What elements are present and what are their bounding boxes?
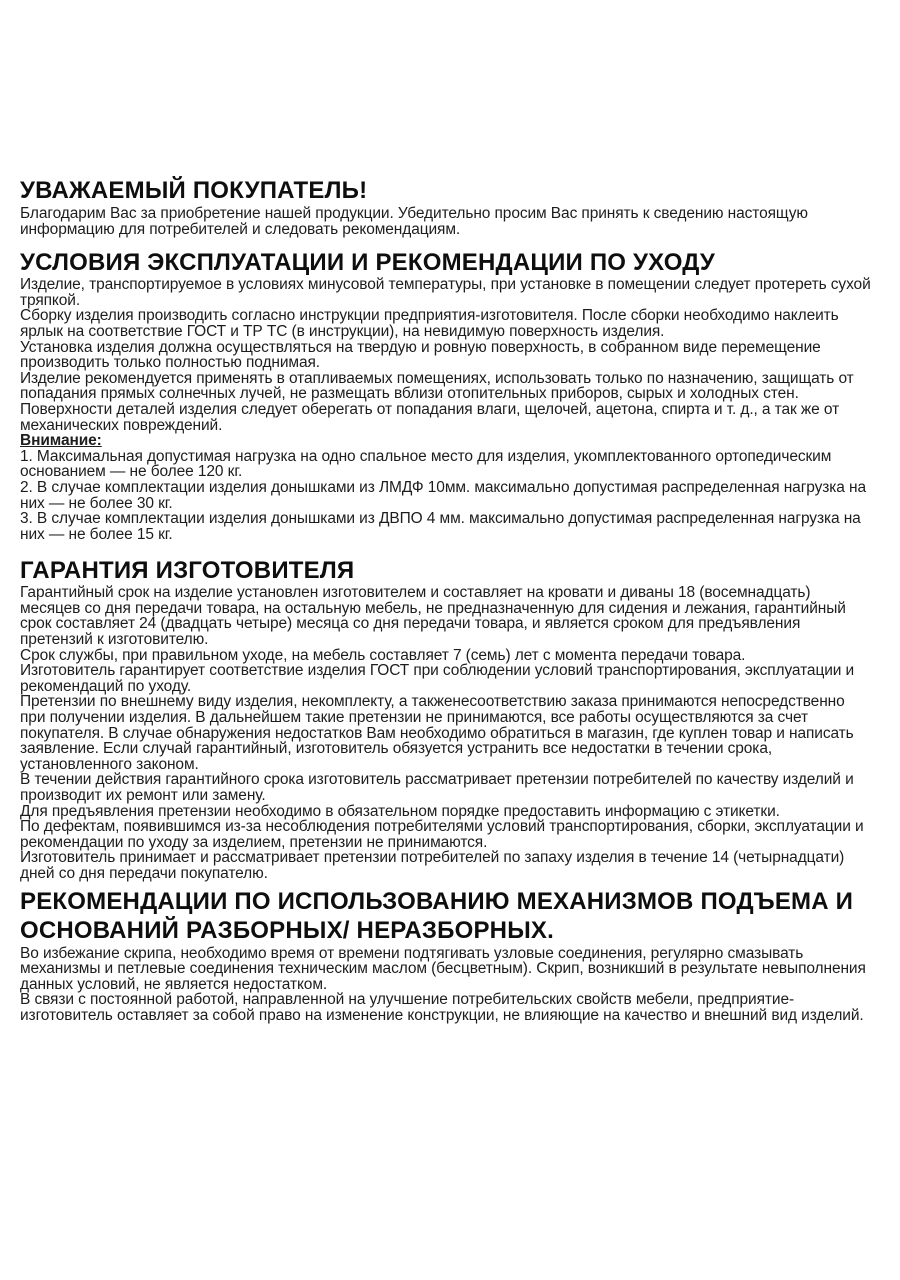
paragraph-greeting-intro: Благодарим Вас за приобретение нашей продукции. Убедительно просим Вас принять к сведению настоящую информацию для потребителей и следовать рекомендациям. (20, 205, 808, 238)
paragraph-usage-1: Изделие, транспортируемое в условиях минусовой температуры, при установке в помещении следует протереть сухой тряпкой. (20, 276, 871, 309)
paragraph-mechanisms-1: Во избежание скрипа, необходимо время от времени подтягивать узловые соединения, регулярно смазывать механизмы и петлевые соединения техническим маслом (бесцветным). Скрип, возникший в результате невыполнения данных условий, не является недостатком. (20, 944, 866, 993)
paragraph-warranty-6: Для предъявления претензии необходимо в обязательном порядке предоставить информацию с этикетки. (20, 802, 780, 820)
section-mechanisms (20, 887, 872, 1024)
paragraph-mechanisms-2: В связи с постоянной работой, направленной на улучшение потребительских свойств мебели, предприятие-изготовитель оставляет за собой право на изменение конструкции, не влияющие на качество и внешний вид изделий. (20, 991, 864, 1024)
paragraph-usage-5: Поверхности деталей изделия следует оберегать от попадания влаги, щелочей, ацетона, спирта и т. д., а так же от механических повреждений. (20, 400, 840, 434)
attention-label-text: Внимание: (20, 432, 102, 450)
paragraph-usage-3: Установка изделия должна осуществляться на твердую и ровную поверхность, в собранном виде перемещение производить только полностью поднимая. (20, 338, 821, 372)
paragraph-warranty-7: По дефектам, появившимся из-за несоблюдения потребителями условий транспортирования, сборки, эксплуатации и рекомендации по уходу за изделием, претензии не принимаются. (20, 818, 864, 851)
paragraph-warranty-2: Срок службы, при правильном уходе, на мебель составляет 7 (семь) лет с момента передачи товара. (20, 646, 746, 664)
paragraph-warranty-4: Претензии по внешнему виду изделия, некомплекту, а такженесоответствию заказа принимаются непосредственно при получении изделия. В дальнейшем такие претензии не принимаются, все работы осуществляются за счет покупателя. В случае обнаружения недостатков Вам необходимо обратиться в магазин, где куплен товар и написать заявление. Если случай гарантийный, изготовитель обязуется устранить все недостатки в течении срока, установленного законом. (20, 693, 854, 773)
section-usage-conditions (20, 250, 872, 542)
attention-item-1: 1. Максимальная допустимая нагрузка на одно спальное место для изделия, укомплектованного ортопедическим основанием — не более 120 кг. (20, 447, 832, 481)
paragraph-warranty-8: Изготовитель принимает и рассматривает претензии потребителей по запаху изделия в течение 14 (четырнадцати) дней со дня передачи покупателю. (20, 849, 845, 882)
paragraph-warranty-5: В течении действия гарантийного срока изготовитель рассматривает претензии потребителей по качеству изделий и производит их ремонт или замену. (20, 771, 854, 804)
section-greeting (20, 178, 872, 237)
attention-label (20, 433, 872, 449)
paragraph-usage-2: Сборку изделия производить согласно инструкции предприятия-изготовителя. После сборки необходимо наклеить ярлык на соответствие ГОСТ и ТР ТС (в инструкции), на невидимую поверхность изделия. (20, 307, 839, 340)
heading-usage-conditions: УСЛОВИЯ ЭКСПЛУАТАЦИИ И РЕКОМЕНДАЦИИ ПО УХОДУ (20, 249, 716, 277)
heading-warranty: ГАРАНТИЯ ИЗГОТОВИТЕЛЯ (20, 557, 355, 585)
heading-mechanisms: РЕКОМЕНДАЦИИ ПО ИСПОЛЬЗОВАНИЮ МЕХАНИЗМОВ ПОДЪЕМА И ОСНОВАНИЙ РАЗБОРНЫХ/ НЕРАЗБОРНЫХ. (20, 887, 854, 944)
paragraph-usage-4: Изделие рекомендуется применять в отапливаемых помещениях, использовать только по назначению, защищать от попадания прямых солнечных лучей, не размещать вблизи отопительных приборов, сырых и холодных стен. (20, 369, 854, 403)
attention-item-3: 3. В случае комплектации изделия донышками из ДВПО 4 мм. максимально допустимая распределенная нагрузка на них — не более 15 кг. (20, 510, 861, 543)
paragraph-warranty-3: Изготовитель гарантирует соответствие изделия ГОСТ при соблюдении условий транспортирования, эксплуатации и рекомендаций по уходу. (20, 662, 855, 695)
paragraph-warranty-1: Гарантийный срок на изделие установлен изготовителем и составляет на кровати и диваны 18 (восемнадцать) месяцев со дня передачи товара, на остальную мебель, не предназначенную для сидения и лежания, гарантийный срок составляет 24 (двадцать четыре) месяца со дня передачи товара, и является сроком для предъявления претензий к изготовителю. (20, 584, 846, 649)
attention-item-2: 2. В случае комплектации изделия донышками из ЛМДФ 10мм. максимально допустимая распределенная нагрузка на них — не более 30 кг. (20, 478, 866, 512)
heading-greeting: УВАЖАЕМЫЙ ПОКУПАТЕЛЬ! (20, 177, 368, 204)
section-warranty (20, 558, 872, 881)
